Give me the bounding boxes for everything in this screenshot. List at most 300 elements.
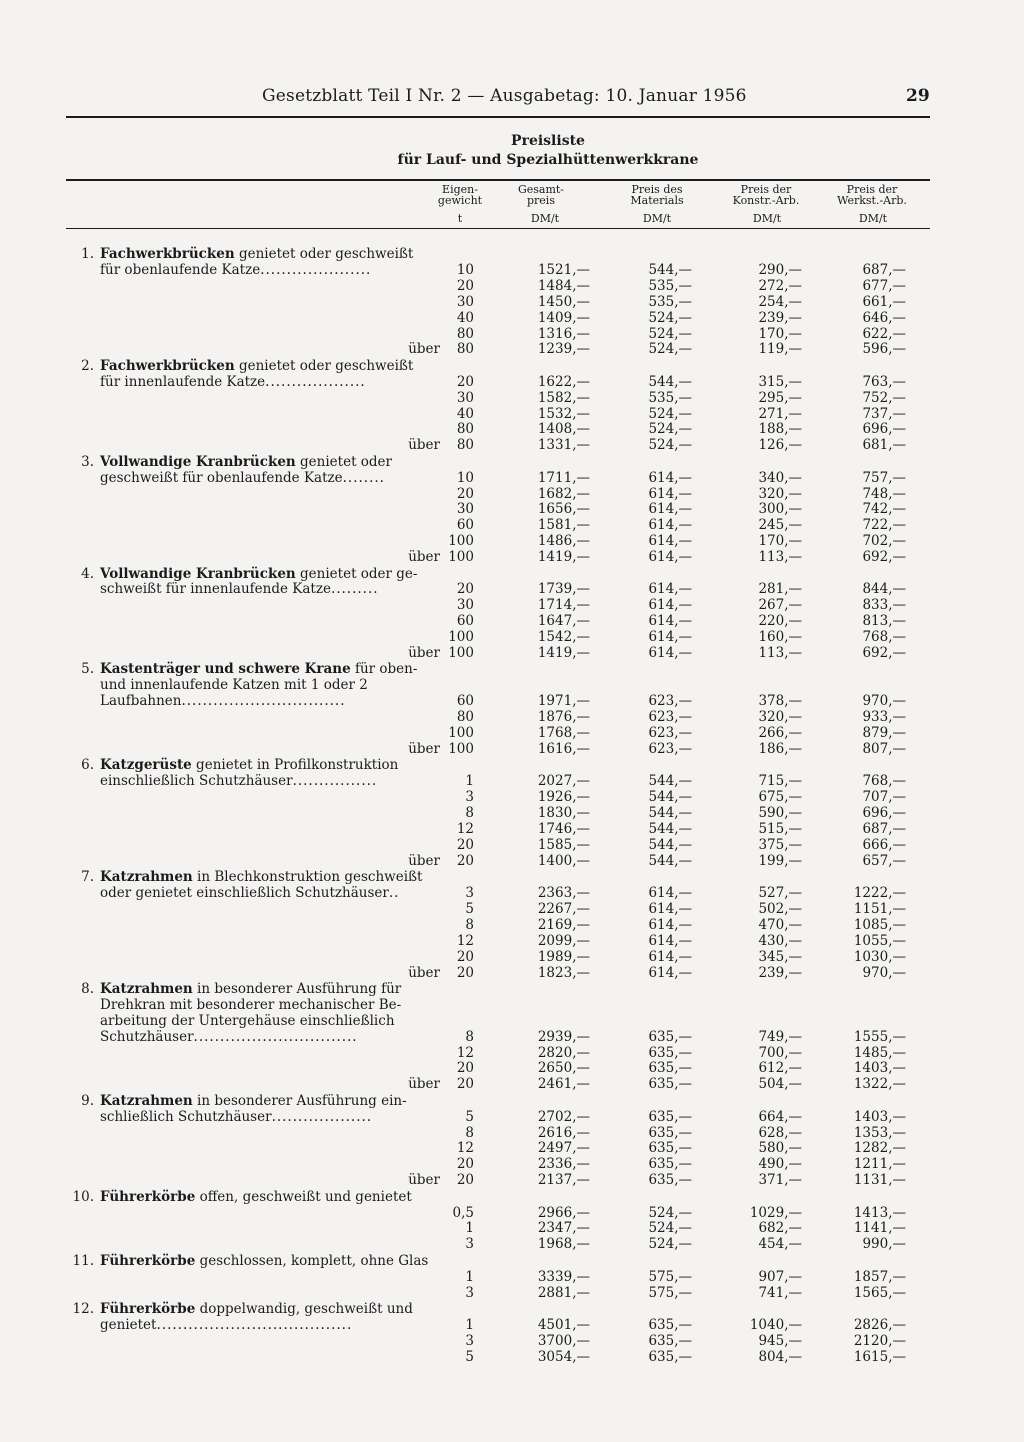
weight-cell: 3: [465, 1236, 474, 1253]
page-number: 29: [906, 86, 930, 106]
section-desc-line: [0, 997, 1024, 1013]
table-row: [0, 949, 1024, 965]
material-price-cell: 635,—: [648, 1332, 692, 1349]
table-row: [0, 1220, 1024, 1236]
konstr-price-cell: 504,—: [758, 1076, 802, 1093]
material-price-cell: 544,—: [648, 773, 692, 790]
total-price-cell: 4501,—: [537, 1316, 590, 1333]
werkst-price-cell: 844,—: [862, 581, 906, 598]
table-row: [0, 645, 1024, 661]
total-price-cell: 2137,—: [537, 1172, 590, 1189]
total-price-cell: 1582,—: [537, 389, 590, 406]
total-price-cell: 1876,—: [537, 709, 590, 726]
section-title: Führerkörbe: [100, 1252, 196, 1269]
werkst-price-cell: 707,—: [862, 789, 906, 806]
konstr-price-cell: 170,—: [758, 325, 802, 342]
section-description: Führerkörbe doppelwandig, geschweißt und: [100, 1300, 413, 1317]
table-row: [0, 278, 1024, 294]
werkst-price-cell: 768,—: [862, 773, 906, 790]
section-description: Führerkörbe offen, geschweißt und genietet: [100, 1188, 412, 1205]
material-price-cell: 524,—: [648, 405, 692, 422]
weight-cell: 20: [456, 373, 474, 390]
table-title-line1: Preisliste: [511, 133, 585, 149]
col-head-total: Gesamt- preis: [517, 183, 565, 207]
konstr-price-cell: 340,—: [758, 469, 802, 486]
werkst-price-cell: 742,—: [862, 501, 906, 518]
table-row: [0, 326, 1024, 342]
section-description: Katzrahmen in Blechkonstruktion geschweißt: [100, 869, 423, 886]
werkst-price-cell: 2120,—: [853, 1332, 906, 1349]
werkst-price-cell: 657,—: [862, 852, 906, 869]
konstr-price-cell: 675,—: [758, 789, 802, 806]
leader-dots: ...................: [271, 1108, 373, 1125]
material-price-cell: 544,—: [648, 789, 692, 806]
section-description: oder genietet einschließlich Schutzhäuser ..: [100, 885, 400, 901]
table-row: [0, 1285, 1024, 1301]
konstr-price-cell: 199,—: [758, 852, 802, 869]
table-row: [0, 837, 1024, 853]
weight-cell: 30: [456, 597, 474, 614]
konstr-price-cell: 170,—: [758, 533, 802, 550]
table-row: [0, 1269, 1024, 1285]
total-price-cell: 1581,—: [537, 517, 590, 534]
material-price-cell: 614,—: [648, 469, 692, 486]
material-price-cell: 524,—: [648, 437, 692, 454]
section-title: Führerkörbe: [100, 1188, 196, 1205]
material-price-cell: 614,—: [648, 629, 692, 646]
konstr-price-cell: 490,—: [758, 1156, 802, 1173]
total-price-cell: 2099,—: [537, 932, 590, 949]
table-row: [0, 470, 1024, 486]
weight-cell: 20: [456, 852, 474, 869]
leader-dots: .....................................: [156, 1316, 353, 1333]
section-desc-line: [0, 454, 1024, 470]
material-price-cell: 635,—: [648, 1348, 692, 1365]
section-number: 9.: [81, 1092, 94, 1109]
werkst-price-cell: 752,—: [862, 389, 906, 406]
konstr-price-cell: 741,—: [758, 1284, 802, 1301]
werkst-price-cell: 970,—: [862, 964, 906, 981]
konstr-price-cell: 186,—: [758, 740, 802, 757]
material-price-cell: 544,—: [648, 836, 692, 853]
material-price-cell: 623,—: [648, 725, 692, 741]
werkst-price-cell: 813,—: [862, 613, 906, 630]
weight-cell: 100: [448, 740, 474, 757]
leader-dots: .........: [330, 581, 379, 598]
total-price-cell: 1971,—: [537, 693, 590, 710]
over-label: über: [408, 740, 440, 757]
konstr-price-cell: 320,—: [758, 709, 802, 726]
section-description: schweißt für innenlaufende Katze .........: [100, 581, 379, 598]
konstr-price-cell: 749,—: [758, 1028, 802, 1045]
weight-cell: 10: [456, 261, 474, 278]
weight-cell: 5: [465, 900, 474, 917]
werkst-price-cell: 696,—: [862, 421, 906, 438]
werkst-price-cell: 879,—: [862, 725, 906, 741]
table-row: [0, 262, 1024, 278]
material-price-cell: 614,—: [648, 597, 692, 614]
konstr-price-cell: 113,—: [758, 549, 802, 566]
leader-dots: ...............................: [181, 693, 346, 710]
total-price-cell: 1486,—: [537, 533, 590, 550]
total-price-cell: 1521,—: [537, 261, 590, 278]
konstr-price-cell: 664,—: [758, 1108, 802, 1125]
total-price-cell: 1746,—: [537, 820, 590, 837]
material-price-cell: 614,—: [648, 549, 692, 566]
table-row: [0, 773, 1024, 789]
table-row: [0, 1140, 1024, 1156]
material-price-cell: 635,—: [648, 1108, 692, 1125]
konstr-price-cell: 290,—: [758, 261, 802, 278]
table-row: [0, 629, 1024, 645]
konstr-price-cell: 295,—: [758, 389, 802, 406]
total-price-cell: 1926,—: [537, 789, 590, 806]
material-price-cell: 635,—: [648, 1060, 692, 1077]
werkst-price-cell: 1485,—: [853, 1044, 906, 1061]
section-number: 3.: [81, 453, 94, 470]
total-price-cell: 2650,—: [537, 1060, 590, 1077]
table-row: [0, 549, 1024, 565]
total-price-cell: 1830,—: [537, 805, 590, 821]
table-row: [0, 725, 1024, 741]
section-title: Vollwandige Kranbrücken: [100, 453, 296, 470]
weight-cell: 60: [456, 517, 474, 534]
werkst-price-cell: 596,—: [862, 341, 906, 358]
total-price-cell: 1419,—: [537, 645, 590, 661]
material-price-cell: 535,—: [648, 293, 692, 310]
total-price-cell: 1616,—: [537, 740, 590, 757]
table-row: [0, 390, 1024, 406]
weight-cell: 20: [456, 581, 474, 598]
konstr-price-cell: 612,—: [758, 1060, 802, 1077]
section-title: Fachwerkbrücken: [100, 246, 235, 262]
total-price-cell: 2363,—: [537, 885, 590, 901]
total-price-cell: 2616,—: [537, 1124, 590, 1141]
leader-dots: ...................: [265, 373, 366, 390]
total-price-cell: 3054,—: [537, 1348, 590, 1365]
werkst-price-cell: 696,—: [862, 805, 906, 821]
total-price-cell: 2702,—: [537, 1108, 590, 1125]
col-unit-weight: t: [457, 212, 463, 225]
section-desc-line: [0, 1189, 1024, 1205]
section-description: geschweißt für obenlaufende Katze ........: [100, 469, 385, 486]
werkst-price-cell: 1565,—: [853, 1284, 906, 1301]
material-price-cell: 535,—: [648, 389, 692, 406]
section-desc-line: [0, 358, 1024, 374]
table-row: [0, 1205, 1024, 1221]
total-price-cell: 1739,—: [537, 581, 590, 598]
weight-cell: 20: [456, 1156, 474, 1173]
weight-cell: 60: [456, 613, 474, 630]
section-title: Katzrahmen: [100, 1092, 193, 1109]
table-row: [0, 421, 1024, 437]
material-price-cell: 614,—: [648, 501, 692, 518]
total-price-cell: 2966,—: [537, 1204, 590, 1221]
werkst-price-cell: 1211,—: [853, 1156, 906, 1173]
section-description: Vollwandige Kranbrücken genietet oder ge-: [100, 565, 418, 582]
table-row: [0, 1125, 1024, 1141]
material-price-cell: 623,—: [648, 693, 692, 710]
table-row: [0, 1045, 1024, 1061]
table-row: [0, 709, 1024, 725]
table-row: [0, 885, 1024, 901]
section-description: Fachwerkbrücken genietet oder geschweißt: [100, 246, 414, 262]
weight-cell: 1: [465, 1268, 474, 1285]
werkst-price-cell: 1282,—: [853, 1140, 906, 1157]
material-price-cell: 535,—: [648, 277, 692, 294]
total-price-cell: 1419,—: [537, 549, 590, 566]
werkst-price-cell: 1413,—: [853, 1204, 906, 1221]
konstr-price-cell: 1029,—: [749, 1204, 802, 1221]
konstr-price-cell: 160,—: [758, 629, 802, 646]
section-number: 8.: [81, 980, 94, 997]
total-price-cell: 1484,—: [537, 277, 590, 294]
section-title: Vollwandige Kranbrücken: [100, 565, 296, 582]
material-price-cell: 614,—: [648, 581, 692, 598]
leader-dots: ........: [342, 469, 385, 486]
konstr-price-cell: 239,—: [758, 309, 802, 326]
werkst-price-cell: 737,—: [862, 405, 906, 422]
werkst-price-cell: 933,—: [862, 709, 906, 726]
section-number: 2.: [81, 357, 94, 374]
total-price-cell: 1823,—: [537, 964, 590, 981]
weight-cell: 20: [456, 836, 474, 853]
material-price-cell: 635,—: [648, 1044, 692, 1061]
konstr-price-cell: 113,—: [758, 645, 802, 661]
table-row: [0, 1156, 1024, 1172]
section-number: 12.: [72, 1300, 94, 1317]
konstr-price-cell: 267,—: [758, 597, 802, 614]
weight-cell: 20: [456, 277, 474, 294]
total-price-cell: 1711,—: [537, 469, 590, 486]
weight-cell: 100: [448, 533, 474, 550]
material-price-cell: 614,—: [648, 645, 692, 661]
table-row: [0, 821, 1024, 837]
material-price-cell: 544,—: [648, 805, 692, 821]
material-price-cell: 614,—: [648, 964, 692, 981]
material-price-cell: 575,—: [648, 1284, 692, 1301]
total-price-cell: 1768,—: [537, 725, 590, 741]
table-row: [0, 1060, 1024, 1076]
table-title-line2: für Lauf- und Spezialhüttenwerkkrane: [397, 152, 699, 168]
table-row: [0, 517, 1024, 533]
konstr-price-cell: 254,—: [758, 293, 802, 310]
werkst-price-cell: 646,—: [862, 309, 906, 326]
konstr-price-cell: 188,—: [758, 421, 802, 438]
table-row: [0, 741, 1024, 757]
werkst-price-cell: 1030,—: [853, 948, 906, 965]
weight-cell: 100: [448, 629, 474, 646]
total-price-cell: 1542,—: [537, 629, 590, 646]
konstr-price-cell: 320,—: [758, 485, 802, 502]
konstr-price-cell: 371,—: [758, 1172, 802, 1189]
weight-cell: 100: [448, 549, 474, 566]
werkst-price-cell: 1085,—: [853, 916, 906, 933]
werkst-price-cell: 692,—: [862, 549, 906, 566]
section-number: 5.: [81, 661, 94, 678]
weight-cell: 80: [456, 421, 474, 438]
section-description: Drehkran mit besonderer mechanischer Be-: [100, 996, 402, 1013]
table-row: [0, 1349, 1024, 1365]
werkst-price-cell: 757,—: [862, 469, 906, 486]
table-row: [0, 789, 1024, 805]
section-title: Fachwerkbrücken: [100, 357, 235, 374]
table-row: [0, 294, 1024, 310]
weight-cell: 8: [465, 805, 474, 821]
section-desc-line: [0, 661, 1024, 677]
weight-cell: 30: [456, 293, 474, 310]
total-price-cell: 1239,—: [537, 341, 590, 358]
total-price-cell: 1331,—: [537, 437, 590, 454]
table-row: [0, 1172, 1024, 1188]
section-desc-line: [0, 981, 1024, 997]
werkst-price-cell: 681,—: [862, 437, 906, 454]
col-head-konstr: Preis der Konstr.-Arb.: [732, 183, 800, 207]
weight-cell: 3: [465, 885, 474, 901]
total-price-cell: 1585,—: [537, 836, 590, 853]
material-price-cell: 623,—: [648, 740, 692, 757]
konstr-price-cell: 245,—: [758, 517, 802, 534]
weight-cell: 80: [456, 341, 474, 358]
section-desc-line: [0, 1253, 1024, 1269]
konstr-price-cell: 430,—: [758, 932, 802, 949]
section-description: Vollwandige Kranbrücken genietet oder: [100, 453, 393, 470]
over-label: über: [408, 549, 440, 566]
table-row: [0, 486, 1024, 502]
konstr-price-cell: 1040,—: [749, 1316, 802, 1333]
material-price-cell: 544,—: [648, 373, 692, 390]
weight-cell: 3: [465, 1332, 474, 1349]
werkst-price-cell: 1322,—: [853, 1076, 906, 1093]
werkst-price-cell: 677,—: [862, 277, 906, 294]
weight-cell: 60: [456, 693, 474, 710]
material-price-cell: 524,—: [648, 1220, 692, 1237]
total-price-cell: 2267,—: [537, 900, 590, 917]
weight-cell: 8: [465, 1124, 474, 1141]
weight-cell: 20: [456, 948, 474, 965]
material-price-cell: 614,—: [648, 517, 692, 534]
material-price-cell: 575,—: [648, 1268, 692, 1285]
weight-cell: 100: [448, 645, 474, 661]
table-row: [0, 917, 1024, 933]
material-price-cell: 623,—: [648, 709, 692, 726]
material-price-cell: 635,—: [648, 1140, 692, 1157]
total-price-cell: 1400,—: [537, 852, 590, 869]
werkst-price-cell: 763,—: [862, 373, 906, 390]
werkst-price-cell: 687,—: [862, 820, 906, 837]
konstr-price-cell: 907,—: [758, 1268, 802, 1285]
total-price-cell: 1408,—: [537, 421, 590, 438]
weight-cell: 3: [465, 789, 474, 806]
over-label: über: [408, 852, 440, 869]
total-price-cell: 1647,—: [537, 613, 590, 630]
werkst-price-cell: 833,—: [862, 597, 906, 614]
section-description: Katzrahmen in besonderer Ausführung ein-: [100, 1092, 407, 1109]
section-desc-line: [0, 677, 1024, 693]
section-title: Katzrahmen: [100, 980, 193, 997]
table-row: [0, 437, 1024, 453]
leader-dots: ..: [388, 885, 400, 901]
total-price-cell: 2336,—: [537, 1156, 590, 1173]
konstr-price-cell: 628,—: [758, 1124, 802, 1141]
weight-cell: 10: [456, 469, 474, 486]
werkst-price-cell: 1857,—: [853, 1268, 906, 1285]
weight-cell: 80: [456, 437, 474, 454]
weight-cell: 12: [456, 1044, 474, 1061]
section-number: 10.: [72, 1188, 94, 1205]
konstr-price-cell: 119,—: [758, 341, 802, 358]
table-row: [0, 597, 1024, 613]
weight-cell: 20: [456, 1060, 474, 1077]
konstr-price-cell: 220,—: [758, 613, 802, 630]
werkst-price-cell: 722,—: [862, 517, 906, 534]
section-desc-line: [0, 1093, 1024, 1109]
total-price-cell: 1714,—: [537, 597, 590, 614]
weight-cell: 30: [456, 501, 474, 518]
section-number: 7.: [81, 869, 94, 886]
total-price-cell: 1622,—: [537, 373, 590, 390]
section-title: Führerkörbe: [100, 1300, 196, 1317]
material-price-cell: 614,—: [648, 948, 692, 965]
section-desc-line: [0, 566, 1024, 582]
weight-cell: 1: [465, 1316, 474, 1333]
col-unit-werkst: DM/t: [858, 212, 888, 225]
section-description: arbeitung der Untergehäuse einschließlich: [100, 1012, 395, 1029]
col-head-weight: Eigen- gewicht: [437, 183, 483, 207]
section-desc-line: [0, 246, 1024, 262]
konstr-price-cell: 945,—: [758, 1332, 802, 1349]
werkst-price-cell: 687,—: [862, 261, 906, 278]
werkst-price-cell: 622,—: [862, 325, 906, 342]
table-row: [0, 1029, 1024, 1045]
total-price-cell: 1409,—: [537, 309, 590, 326]
weight-cell: 1: [465, 773, 474, 790]
weight-cell: 30: [456, 389, 474, 406]
table-row: [0, 805, 1024, 821]
konstr-price-cell: 345,—: [758, 948, 802, 965]
total-price-cell: 1656,—: [537, 501, 590, 518]
konstr-price-cell: 715,—: [758, 773, 802, 790]
werkst-price-cell: 1222,—: [853, 885, 906, 901]
table-row: [0, 406, 1024, 422]
konstr-price-cell: 239,—: [758, 964, 802, 981]
konstr-price-cell: 375,—: [758, 836, 802, 853]
material-price-cell: 524,—: [648, 309, 692, 326]
col-head-werkst: Preis der Werkst.-Arb.: [837, 183, 907, 207]
table-row: [0, 501, 1024, 517]
total-price-cell: 2820,—: [537, 1044, 590, 1061]
material-price-cell: 614,—: [648, 533, 692, 550]
werkst-price-cell: 692,—: [862, 645, 906, 661]
konstr-price-cell: 300,—: [758, 501, 802, 518]
section-description: einschließlich Schutzhäuser ................: [100, 773, 378, 790]
konstr-price-cell: 700,—: [758, 1044, 802, 1061]
material-price-cell: 524,—: [648, 1236, 692, 1253]
weight-cell: 40: [456, 309, 474, 326]
konstr-price-cell: 266,—: [758, 725, 802, 741]
col-unit-material: DM/t: [642, 212, 672, 225]
section-desc-line: [0, 1013, 1024, 1029]
table-row: [0, 374, 1024, 390]
total-price-cell: 2169,—: [537, 916, 590, 933]
section-number: 1.: [81, 246, 94, 262]
weight-cell: 5: [465, 1108, 474, 1125]
material-price-cell: 524,—: [648, 341, 692, 358]
total-price-cell: 2461,—: [537, 1076, 590, 1093]
material-price-cell: 614,—: [648, 485, 692, 502]
col-head-material: Preis des Materials: [630, 183, 684, 207]
over-label: über: [408, 1076, 440, 1093]
